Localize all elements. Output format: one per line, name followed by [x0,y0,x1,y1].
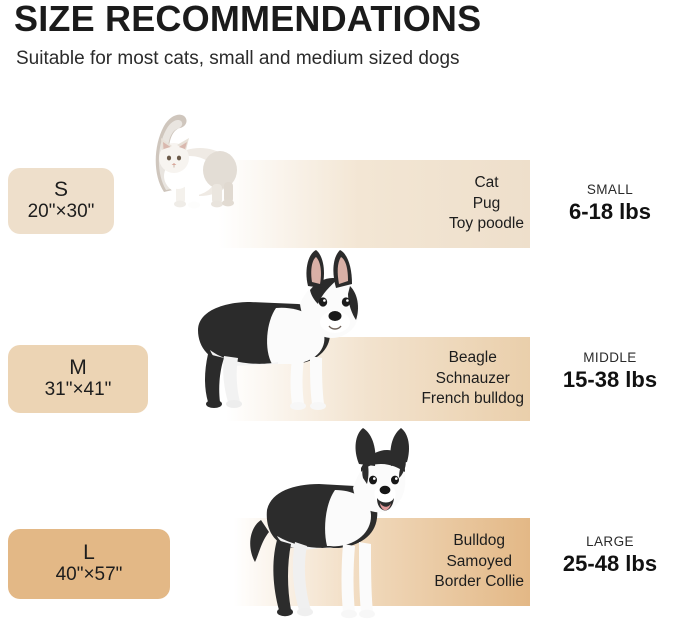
weight-category: LARGE [586,534,634,549]
size-badge-middle [8,345,148,413]
breed-bar-large [150,518,530,606]
breed-list-large [434,531,530,592]
size-dimensions: 31"×41" [44,378,112,400]
weight-info-large [540,534,679,578]
size-badge-large [8,529,170,599]
size-letter: L [83,540,95,564]
weight-category: MIDDLE [583,350,637,365]
breed-item: Pug [472,194,501,212]
breed-item: Beagle [448,349,497,367]
breed-item: French bulldog [421,390,524,408]
size-badge-small [8,168,114,234]
breed-list-small [449,173,530,234]
weight-category: SMALL [586,182,634,197]
weight-range: 25-48 lbs [562,551,658,577]
size-dimensions: 20"×30" [27,200,95,222]
size-letter: M [69,355,87,379]
size-letter: S [53,177,68,201]
page-title: SIZE RECOMMENDATIONS [14,0,482,39]
breed-item: Schnauzer [435,369,510,387]
page-subtitle: Suitable for most cats, small and medium sized dogs [16,48,460,69]
breed-list-middle [421,348,530,409]
breed-item: Bulldog [453,532,506,550]
weight-range: 15-38 lbs [562,367,658,393]
breed-bar-middle [150,337,530,421]
breed-item: Samoyed [446,552,512,570]
breed-item: Toy poodle [449,215,524,233]
weight-range: 6-18 lbs [569,199,651,225]
breed-bar-small [150,160,530,248]
weight-info-middle [540,350,679,394]
size-dimensions: 40"×57" [55,563,123,585]
breed-item: Cat [474,174,499,192]
weight-info-small [540,182,679,226]
breed-item: Border Collie [434,573,524,591]
